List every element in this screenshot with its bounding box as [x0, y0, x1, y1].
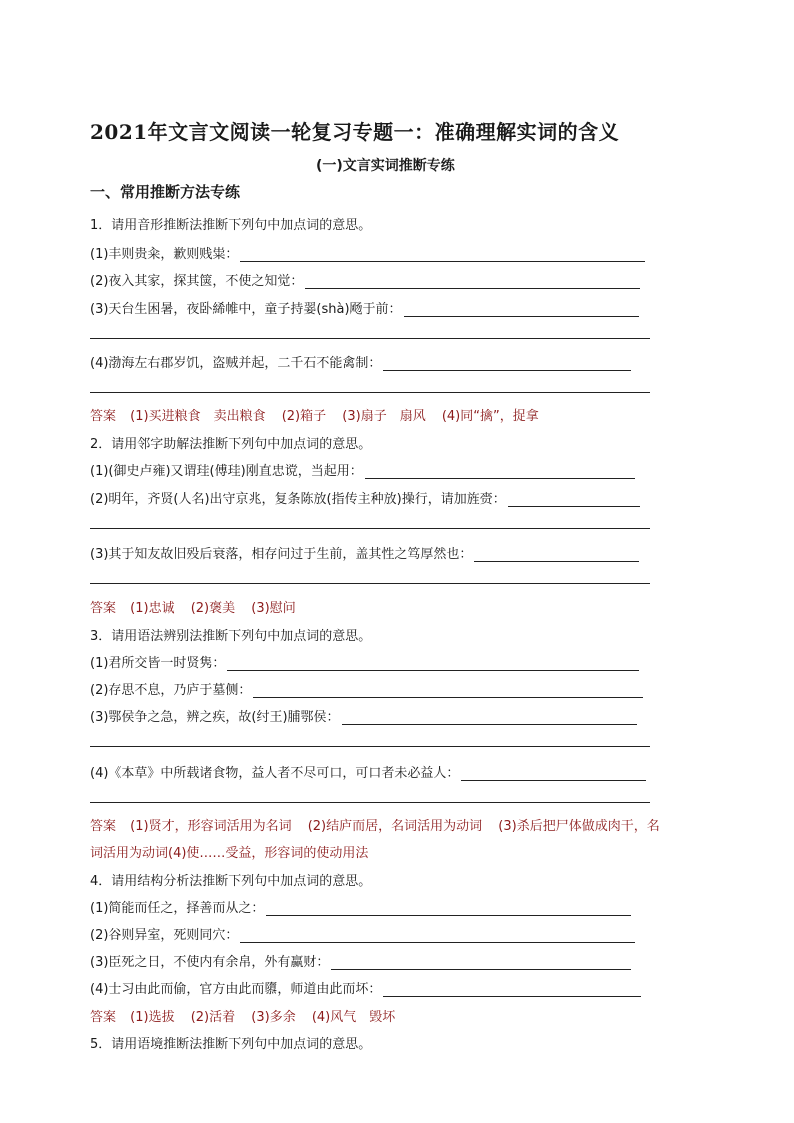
question-item-text: (4)渤海左右郡岁饥，盗贼并起，二千石不能禽制： — [90, 356, 382, 371]
answer-blank-continuation[interactable] — [90, 802, 650, 803]
answer-blank[interactable] — [404, 304, 639, 317]
question-item-text: (2)夜入其家，探其箧，不使之知觉： — [90, 274, 304, 289]
question-4-item — [90, 897, 631, 916]
question-1-item — [90, 352, 631, 371]
answer-blank[interactable] — [240, 249, 645, 262]
question-item-text: (2)明年，齐贤(人名)出守京兆，复条陈放(指传主种放)操行，请加旌赍： — [90, 492, 506, 507]
question-1-item — [90, 243, 645, 262]
answer-blank-continuation[interactable] — [90, 746, 650, 747]
question-4-answer: 答案 (1)选拔 (2)活着 (3)多余 (4)风气 毁坏 — [90, 1010, 396, 1025]
answer-blank[interactable] — [508, 494, 640, 507]
question-item-text: (1)君所交皆一时贤隽： — [90, 656, 226, 671]
question-item-text: (1)简能而任之，择善而从之： — [90, 901, 265, 916]
question-3-item — [90, 706, 637, 725]
question-1-prompt: 1．请用音形推断法推断下列句中加点词的意思。 — [90, 218, 372, 233]
question-4-item — [90, 978, 641, 997]
section-heading: 一、常用推断方法专练 — [90, 183, 241, 201]
answer-blank[interactable] — [474, 549, 639, 562]
question-item-text: (2)存思不息，乃庐于墓侧： — [90, 683, 252, 698]
question-3-answer-continued: 词活用为动词(4)使……受益，形容词的使动用法 — [90, 846, 369, 861]
answer-blank-continuation[interactable] — [90, 528, 650, 529]
answer-label: 答案 — [90, 819, 117, 834]
question-1-item — [90, 298, 639, 317]
answer-blank[interactable] — [253, 685, 643, 698]
question-3-answer: 答案 (1)贤才，形容词活用为名词 (2)结庐而居，名词活用为动词 (3)杀后把尸体做成肉干，名 — [90, 819, 660, 834]
question-3-prompt: 3．请用语法辨别法推断下列句中加点词的意思。 — [90, 629, 372, 644]
question-4-prompt: 4．请用结构分析法推断下列句中加点词的意思。 — [90, 874, 372, 889]
question-4-item — [90, 924, 635, 943]
question-item-text: (4)士习由此而偷，官方由此而隳，师道由此而坏： — [90, 982, 382, 997]
answer-blank[interactable] — [240, 930, 635, 943]
answer-blank[interactable] — [383, 984, 641, 997]
question-item-text: (2)谷则异室，死则同穴： — [90, 928, 239, 943]
question-item-text: (3)鄂侯争之急，辨之疾，故(纣王)脯鄂侯： — [90, 710, 340, 725]
answer-blank[interactable] — [227, 658, 639, 671]
question-item-text: (3)臣死之日，不使内有余帛，外有赢财： — [90, 955, 330, 970]
answer-blank[interactable] — [266, 903, 631, 916]
question-4-item — [90, 951, 631, 970]
answer-blank-continuation[interactable] — [90, 583, 650, 584]
question-3-item — [90, 679, 643, 698]
question-item-text: (1)丰则贵籴，歉则贱粜： — [90, 247, 239, 262]
answer-blank[interactable] — [461, 768, 646, 781]
answer-blank-continuation[interactable] — [90, 338, 650, 339]
answer-label: 答案 — [90, 601, 117, 616]
question-2-answer: 答案 (1)忠诚 (2)褒美 (3)慰问 — [90, 601, 296, 616]
question-5-prompt: 5．请用语境推断法推断下列句中加点词的意思。 — [90, 1037, 372, 1052]
question-1-item — [90, 270, 640, 289]
question-2-item — [90, 543, 639, 562]
answer-blank[interactable] — [365, 466, 635, 479]
page-title: 2021年文言文阅读一轮复习专题一：准确理解实词的含义 — [90, 120, 620, 144]
answer-blank[interactable] — [331, 957, 631, 970]
answer-blank[interactable] — [342, 712, 637, 725]
page-subtitle: (一)文言实词推断专练 — [316, 158, 455, 174]
answer-label: 答案 — [90, 409, 117, 424]
question-2-prompt: 2．请用邻字助解法推断下列句中加点词的意思。 — [90, 437, 372, 452]
answer-blank[interactable] — [305, 276, 640, 289]
question-item-text: (4)《本草》中所载诸食物，益人者不尽可口，可口者未必益人： — [90, 766, 460, 781]
question-item-text: (1)(御史卢雍)又谓珪(傅珪)刚直忠谠，当起用： — [90, 464, 363, 479]
answer-label: 答案 — [90, 1010, 117, 1025]
question-1-answer: 答案 (1)买进粮食 卖出粮食 (2)箱子 (3)扇子 扇风 (4)同“擒”，捉拿 — [90, 409, 539, 424]
question-3-item — [90, 762, 646, 781]
answer-blank-continuation[interactable] — [90, 392, 650, 393]
question-2-item — [90, 460, 635, 479]
question-item-text: (3)天台生困暑，夜卧絺帷中，童子持翣(shà)飏于前： — [90, 302, 402, 317]
answer-blank[interactable] — [383, 358, 631, 371]
question-3-item — [90, 652, 639, 671]
question-item-text: (3)其于知友故旧殁后衰落，相存问过于生前，盖其性之笃厚然也： — [90, 547, 473, 562]
question-2-item — [90, 488, 640, 507]
